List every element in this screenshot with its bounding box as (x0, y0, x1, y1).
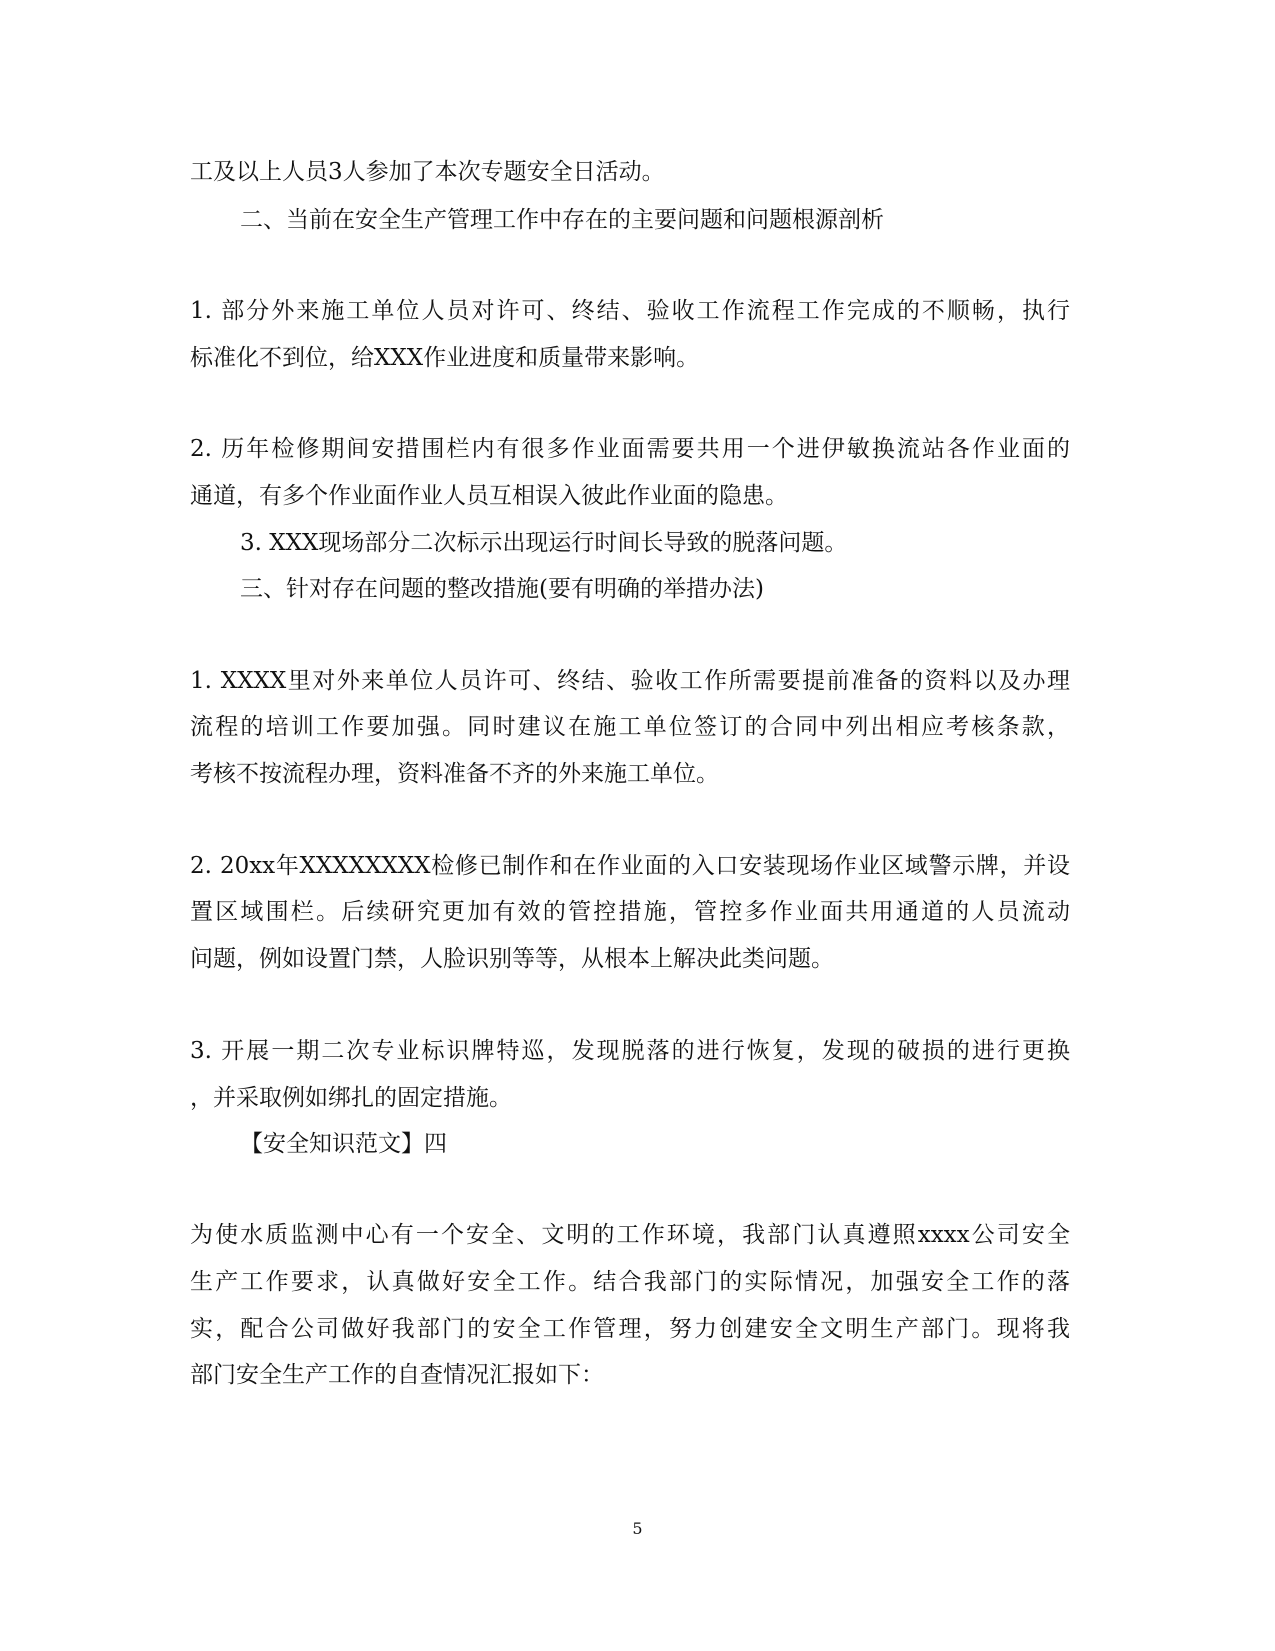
text-line: 部门安全生产工作的自查情况汇报如下： (190, 1362, 604, 1388)
section-title: 【安全知识范文】四 (240, 1131, 447, 1157)
text-line: 通道，有多个作业面作业人员互相误入彼此作业面的隐患。 (190, 483, 788, 509)
text-line: 工及以上人员3人参加了本次专题安全日活动。 (190, 159, 665, 185)
text-line: ，并采取例如绑扎的固定措施。 (190, 1085, 512, 1111)
text-line: 标准化不到位，给XXX作业进度和质量带来影响。 (190, 345, 700, 371)
text-line: 2. 历年检修期间安措围栏内有很多作业面需要共用一个进伊敏换流站各作业面的 (190, 436, 1070, 462)
text-line: 为使水质监测中心有一个安全、文明的工作环境，我部门认真遵照xxxx公司安全 (190, 1222, 1070, 1248)
text-line: 1. XXXX里对外来单位人员许可、终结、验收工作所需要提前准备的资料以及办理 (190, 668, 1070, 694)
text-line: 置区域围栏。后续研究更加有效的管控措施，管控多作业面共用通道的人员流动 (190, 899, 1070, 925)
text-line: 流程的培训工作要加强。同时建议在施工单位签订的合同中列出相应考核条款， (190, 714, 1070, 740)
text-line: 2. 20xx年XXXXXXXX检修已制作和在作业面的入口安装现场作业区域警示牌，并设 (190, 853, 1070, 879)
text-line: 1. 部分外来施工单位人员对许可、终结、验收工作流程工作完成的不顺畅，执行 (190, 298, 1070, 324)
text-line: 问题，例如设置门禁，人脸识别等等，从根本上解决此类问题。 (190, 946, 834, 972)
section-heading-3: 三、针对存在问题的整改措施(要有明确的举措办法) (240, 576, 764, 602)
section-heading-2: 二、当前在安全生产管理工作中存在的主要问题和问题根源剖析 (240, 207, 884, 233)
text-line: 3. 开展一期二次专业标识牌特巡，发现脱落的进行恢复，发现的破损的进行更换 (190, 1038, 1070, 1064)
text-line: 考核不按流程办理，资料准备不齐的外来施工单位。 (190, 761, 719, 787)
page-number: 5 (632, 1519, 643, 1538)
text-line: 3. XXX现场部分二次标示出现运行时间长导致的脱落问题。 (240, 530, 848, 556)
text-line: 生产工作要求，认真做好安全工作。结合我部门的实际情况，加强安全工作的落 (190, 1269, 1070, 1295)
text-line: 实，配合公司做好我部门的安全工作管理，努力创建安全文明生产部门。现将我 (190, 1316, 1070, 1342)
